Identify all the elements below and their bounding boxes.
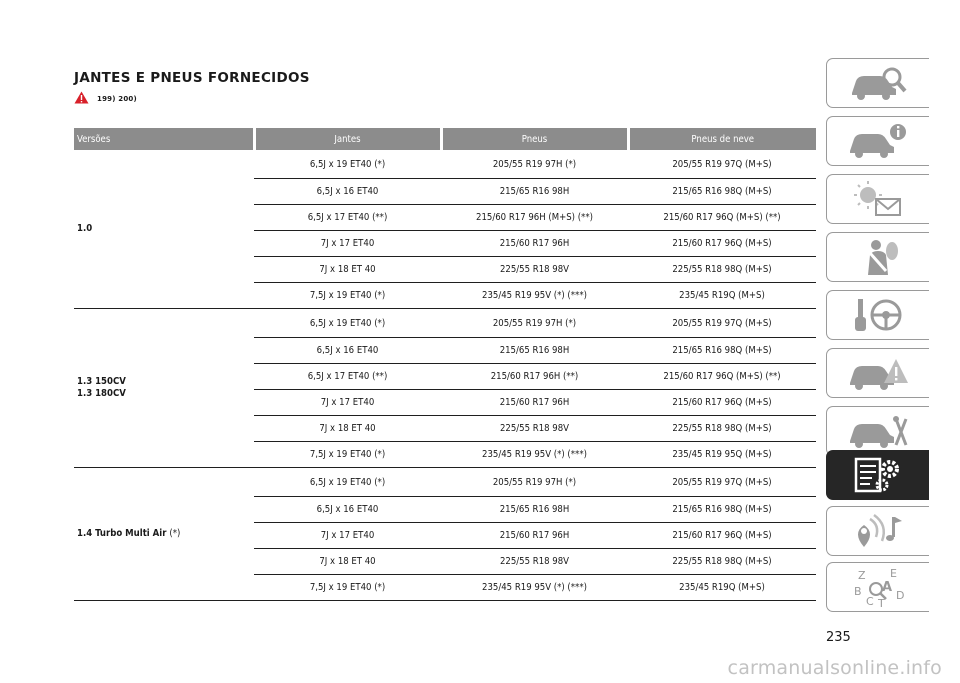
table-row <box>74 309 816 338</box>
version-label: 1.4 Turbo Multi Air <box>77 528 167 539</box>
tyre-cell: 205/55 R19 97H (*) <box>441 150 628 179</box>
chapter-tab-maintenance[interactable] <box>826 406 929 456</box>
rim-cell: 7J x 17 ET40 <box>254 523 441 549</box>
car-emergency-icon <box>846 353 910 393</box>
section-title: JANTES E PNEUS FORNECIDOS <box>74 70 310 86</box>
tyre-cell: 205/55 R19 97H (*) <box>441 468 628 497</box>
tyre-cell: 205/55 R19 97H (*) <box>441 309 628 338</box>
snow-tyre-cell: 205/55 R19 97Q (M+S) <box>628 150 816 179</box>
rim-cell: 7,5J x 19 ET40 (*) <box>254 442 441 468</box>
car-search-icon <box>846 63 910 103</box>
rim-cell: 7,5J x 19 ET40 (*) <box>254 575 441 601</box>
chapter-tab-multimedia[interactable] <box>826 506 929 556</box>
tyre-cell: 215/60 R17 96H <box>441 231 628 257</box>
snow-tyre-cell: 215/60 R17 96Q (M+S) <box>628 231 816 257</box>
page-number: 235 <box>826 630 851 645</box>
svg-text:D: D <box>896 589 905 602</box>
snow-tyre-cell: 215/65 R16 98Q (M+S) <box>628 338 816 364</box>
header-tyres: Pneus <box>441 128 628 150</box>
rim-cell: 7J x 17 ET40 <box>254 390 441 416</box>
header-rims: Jantes <box>254 128 441 150</box>
rim-cell: 6,5J x 16 ET40 <box>254 497 441 523</box>
car-info-icon <box>846 121 910 161</box>
watermark: carmanualsonline.info <box>727 657 942 679</box>
warning-references <box>74 89 137 105</box>
specs-gears-icon <box>846 455 910 495</box>
key-steering-wheel-icon <box>846 295 910 335</box>
rim-cell: 7J x 17 ET40 <box>254 231 441 257</box>
svg-text:Z: Z <box>858 569 866 582</box>
snow-tyre-cell: 225/55 R18 98Q (M+S) <box>628 257 816 283</box>
snow-tyre-cell: 215/60 R17 96Q (M+S) (**) <box>628 205 816 231</box>
snow-tyre-cell: 205/55 R19 97Q (M+S) <box>628 309 816 338</box>
chapter-tab-warning-lights[interactable] <box>826 174 929 224</box>
rim-cell: 6,5J x 19 ET40 (*) <box>254 150 441 179</box>
svg-text:A: A <box>882 580 893 595</box>
warning-triangle-icon <box>74 91 89 104</box>
car-wrench-icon <box>846 411 910 451</box>
multimedia-icon <box>846 511 910 551</box>
rim-cell: 7J x 18 ET 40 <box>254 257 441 283</box>
wheels-tyres-table <box>74 128 816 601</box>
rim-cell: 7J x 18 ET 40 <box>254 549 441 575</box>
tyre-cell: 225/55 R18 98V <box>441 257 628 283</box>
tyre-cell: 215/60 R17 96H (M+S) (**) <box>441 205 628 231</box>
rim-cell: 6,5J x 19 ET40 (*) <box>254 468 441 497</box>
rim-cell: 6,5J x 16 ET40 <box>254 179 441 205</box>
chapter-tab-car-info[interactable] <box>826 116 929 166</box>
svg-text:T: T <box>878 597 885 609</box>
snow-tyre-cell: 215/65 R16 98Q (M+S) <box>628 179 816 205</box>
chapter-tab-car-search[interactable] <box>826 58 929 108</box>
version-cell <box>74 309 254 468</box>
table-row <box>74 150 816 179</box>
version-note: (*) <box>169 528 181 539</box>
version-label: 1.3 150CV <box>77 376 126 387</box>
tyre-cell: 225/55 R18 98V <box>441 416 628 442</box>
snow-tyre-cell: 225/55 R18 98Q (M+S) <box>628 549 816 575</box>
alphabetical-index-icon <box>846 565 910 609</box>
snow-tyre-cell: 205/55 R19 97Q (M+S) <box>628 468 816 497</box>
snow-tyre-cell: 235/45 R19 95Q (M+S) <box>628 442 816 468</box>
chapter-tab-emergency[interactable] <box>826 348 929 398</box>
chapter-tab-index[interactable] <box>826 562 929 612</box>
tyre-cell: 215/60 R17 96H <box>441 523 628 549</box>
snow-tyre-cell: 215/60 R17 96Q (M+S) <box>628 390 816 416</box>
chapter-tab-technical-data[interactable] <box>826 450 929 500</box>
snow-tyre-cell: 215/65 R16 98Q (M+S) <box>628 497 816 523</box>
snow-tyre-cell: 215/60 R17 96Q (M+S) (**) <box>628 364 816 390</box>
tyre-cell: 235/45 R19 95V (*) (***) <box>441 575 628 601</box>
rim-cell: 6,5J x 16 ET40 <box>254 338 441 364</box>
header-versions: Versões <box>74 128 254 150</box>
chapter-tab-start-drive[interactable] <box>826 290 929 340</box>
svg-text:E: E <box>890 567 897 580</box>
tyre-cell: 235/45 R19 95V (*) (***) <box>441 283 628 309</box>
svg-text:B: B <box>854 585 862 598</box>
chapter-tab-safety[interactable] <box>826 232 929 282</box>
rim-cell: 7J x 18 ET 40 <box>254 416 441 442</box>
warning-light-mail-icon <box>846 179 910 219</box>
tyre-cell: 215/60 R17 96H <box>441 390 628 416</box>
table-header-row <box>74 128 816 150</box>
tyre-cell: 225/55 R18 98V <box>441 549 628 575</box>
tyre-cell: 235/45 R19 95V (*) (***) <box>441 442 628 468</box>
rim-cell: 7,5J x 19 ET40 (*) <box>254 283 441 309</box>
table-row <box>74 468 816 497</box>
snow-tyre-cell: 225/55 R18 98Q (M+S) <box>628 416 816 442</box>
airbag-seatbelt-icon <box>846 237 910 277</box>
header-snow-tyres: Pneus de neve <box>628 128 816 150</box>
version-label: 1.3 180CV <box>77 388 126 399</box>
tyre-cell: 215/65 R16 98H <box>441 497 628 523</box>
svg-text:C: C <box>866 595 874 608</box>
rim-cell: 6,5J x 19 ET40 (*) <box>254 309 441 338</box>
tyre-cell: 215/60 R17 96H (**) <box>441 364 628 390</box>
tyre-cell: 215/65 R16 98H <box>441 179 628 205</box>
snow-tyre-cell: 235/45 R19Q (M+S) <box>628 575 816 601</box>
rim-cell: 6,5J x 17 ET40 (**) <box>254 364 441 390</box>
warning-ref-numbers: 199) 200) <box>97 95 137 103</box>
tyre-cell: 215/65 R16 98H <box>441 338 628 364</box>
version-cell <box>74 150 254 309</box>
snow-tyre-cell: 215/60 R17 96Q (M+S) <box>628 523 816 549</box>
version-cell <box>74 468 254 601</box>
version-label: 1.0 <box>77 223 93 234</box>
rim-cell: 6,5J x 17 ET40 (**) <box>254 205 441 231</box>
snow-tyre-cell: 235/45 R19Q (M+S) <box>628 283 816 309</box>
